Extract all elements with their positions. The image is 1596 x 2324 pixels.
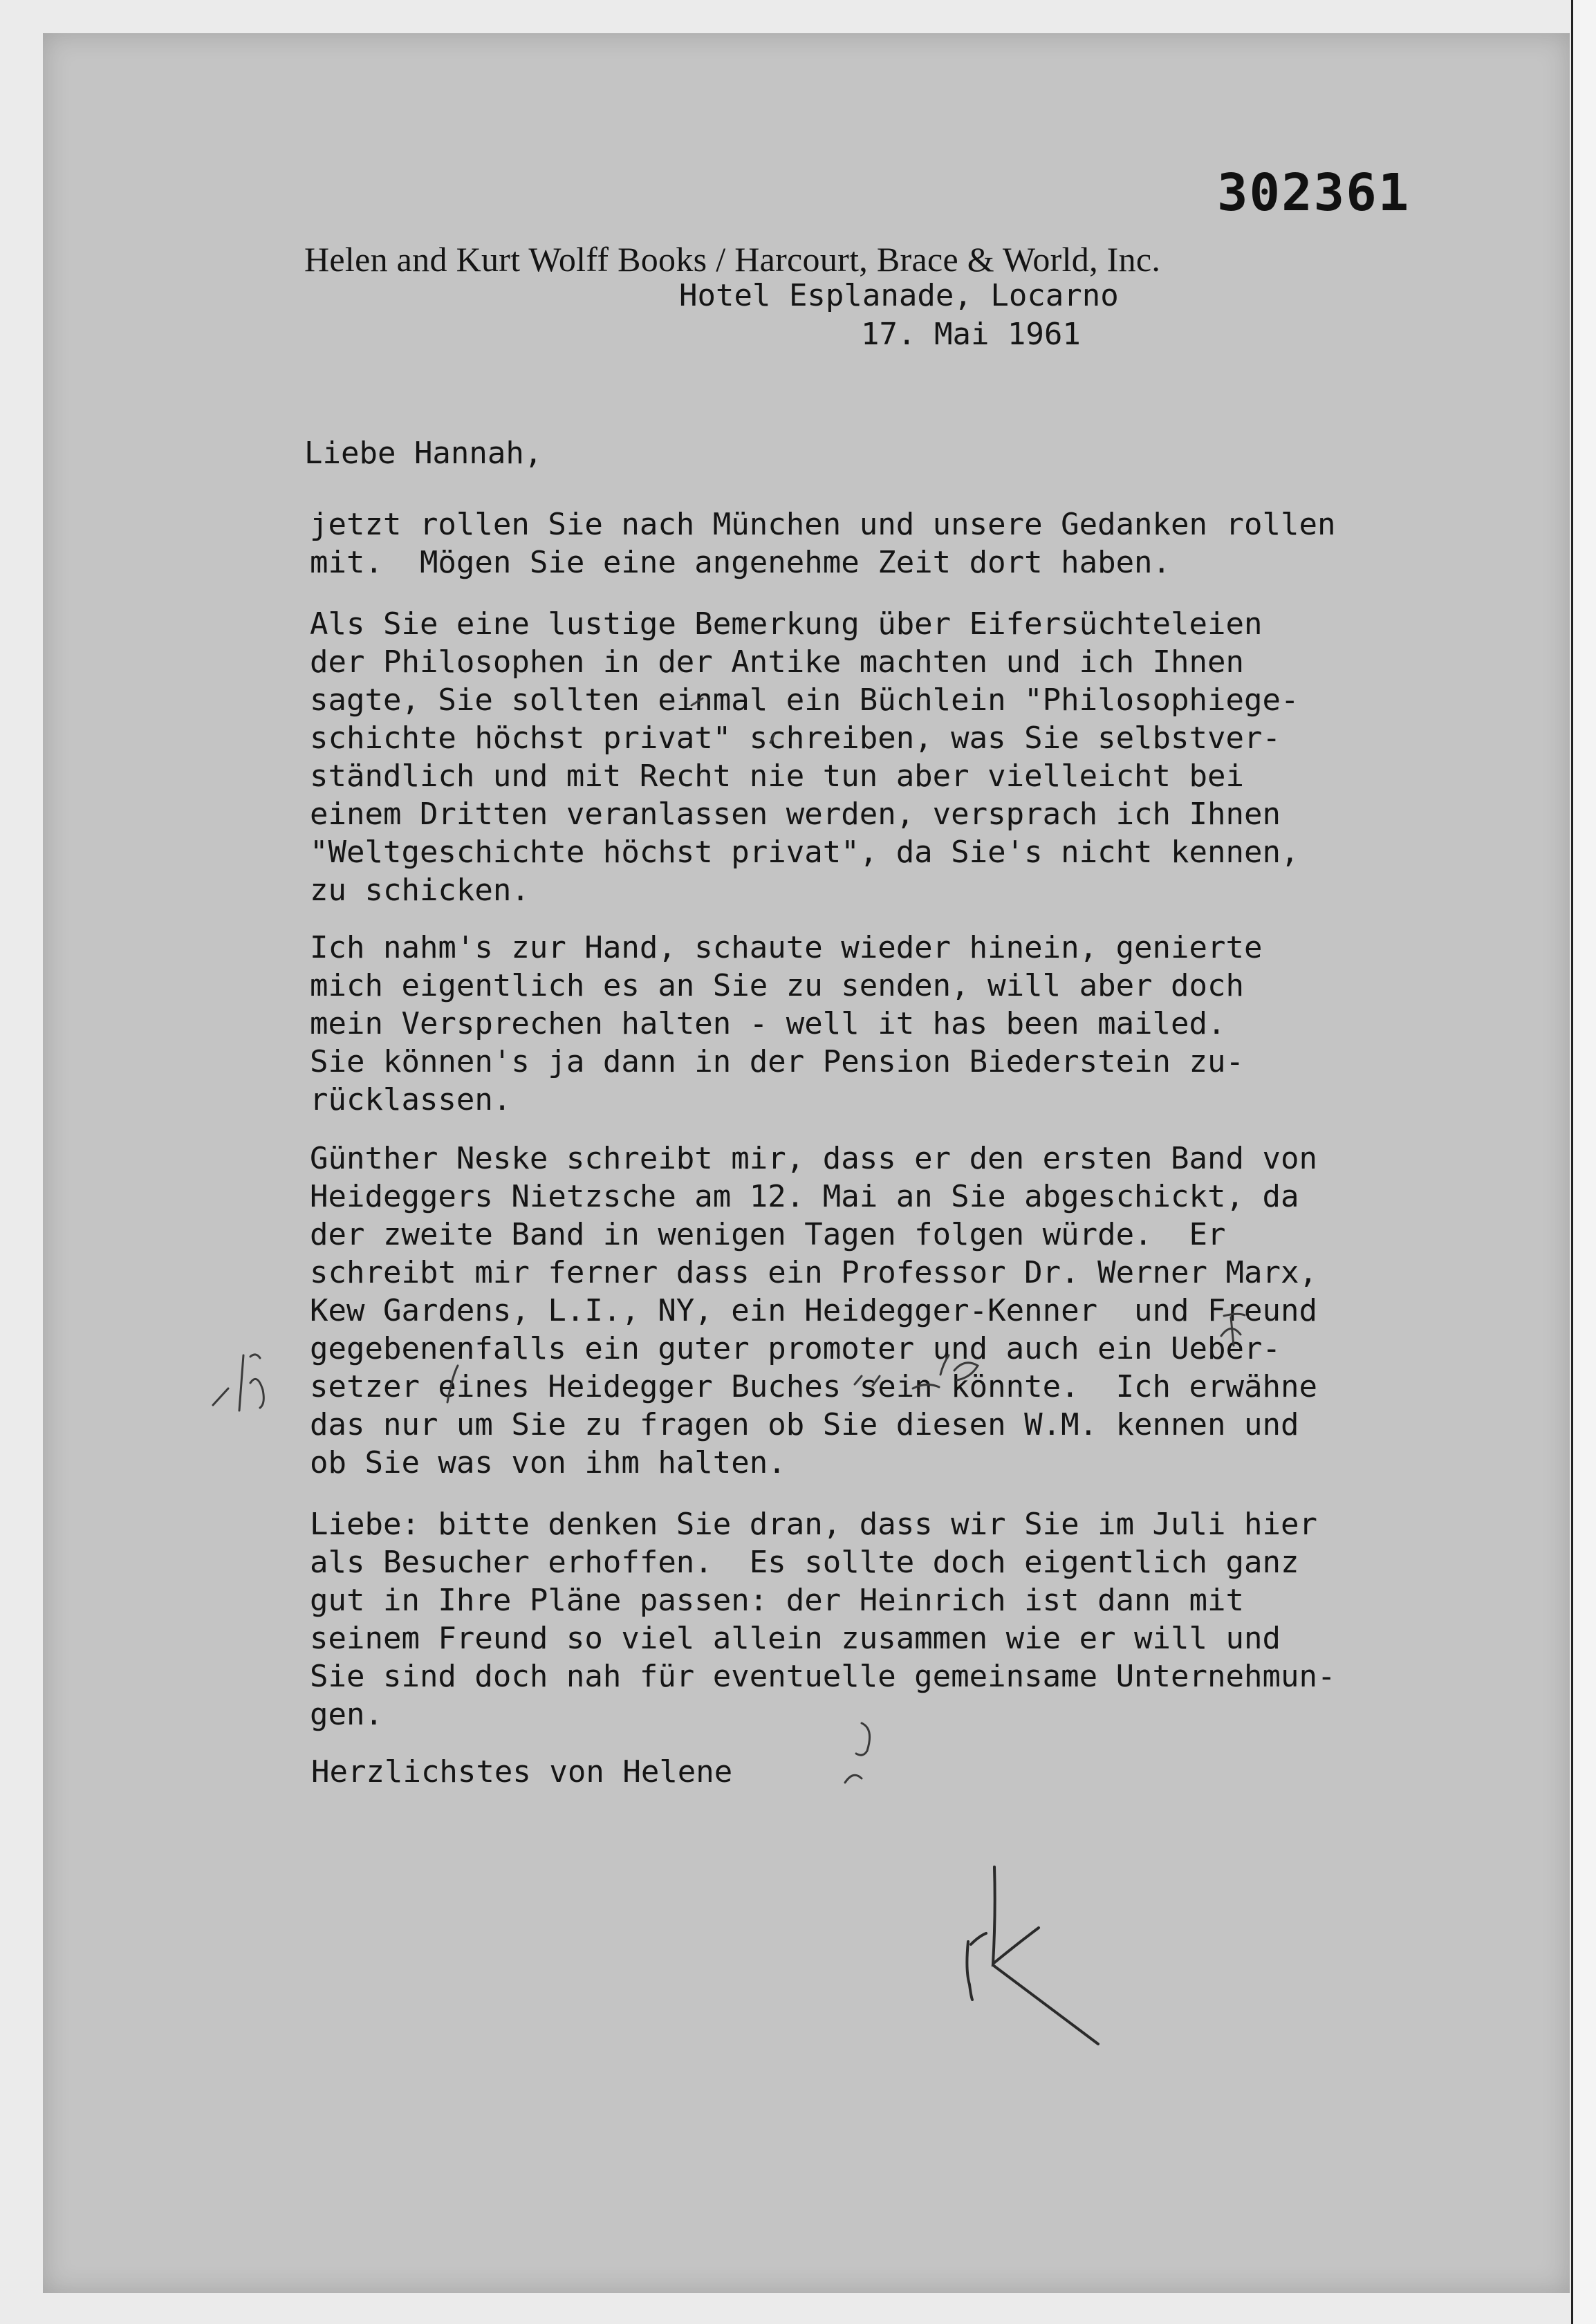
closing-line: Herzlichstes von Helene [311, 1754, 733, 1790]
letter-date: 17. Mai 1961 [861, 317, 1081, 352]
paragraph-2: Als Sie eine lustige Bemerkung über Eifersüchteleien der Philosophen in der Antike machten und ich Ihnen sagte, Sie sollten einmal ein Büchlein "Philosophiege- schichte höchst privat" schreiben, was Sie selbstver- ständlich und mit Recht nie tun aber vielleicht bei einem Dritten veranlassen werden, versprach ich Ihnen "Weltgeschichte höchst privat", da Sie's nicht kennen, zu schicken. [310, 606, 1299, 908]
archive-number-stamp: 302361 [1217, 163, 1411, 223]
page-edge [1571, 0, 1596, 2324]
paragraph-1: jetzt rollen Sie nach München und unsere Gedanken rollen mit. Mögen Sie eine angenehme Zeit dort haben. [310, 507, 1336, 580]
letterhead: Helen and Kurt Wolff Books / Harcourt, Brace & World, Inc. [304, 240, 1161, 279]
paragraph-5: Liebe: bitte denken Sie dran, dass wir Sie im Juli hier als Besucher erhoffen. Es sollte doch eigentlich ganz gut in Ihre Pläne passen: der Heinrich ist dann mit seinem Freund so viel allein zusammen wie er will und Sie sind doch nah für eventuelle gemeinsame Unternehmun- gen. [310, 1507, 1336, 1732]
sender-place: Hotel Esplanade, Locarno [679, 278, 1119, 313]
salutation: Liebe Hannah, [304, 436, 543, 471]
page-edge-line [1571, 0, 1573, 2324]
paragraph-3: Ich nahm's zur Hand, schaute wieder hinein, genierte mich eigentlich es an Sie zu senden, will aber doch mein Versprechen halten - well it has been mailed. Sie können's ja dann in der Pension Biederstein zu- rücklassen. [310, 930, 1263, 1117]
paragraph-4: Günther Neske schreibt mir, dass er den ersten Band von Heideggers Nietzsche am 12. Mai an Sie abgeschickt, da der zweite Band in wenigen Tagen folgen würde. Er schreibt mir ferner dass ein Professor Dr. Werner Marx, Kew Gardens, L.I., NY, ein Heidegger-Kenner und Freund gegebenenfalls ein guter promoter und auch ein Ueber- setzer eines Heidegger Buches sein könnte. Ich erwähne das nur um Sie zu fragen ob Sie diesen W.M. kennen und ob Sie was von ihm halten. [310, 1141, 1317, 1480]
